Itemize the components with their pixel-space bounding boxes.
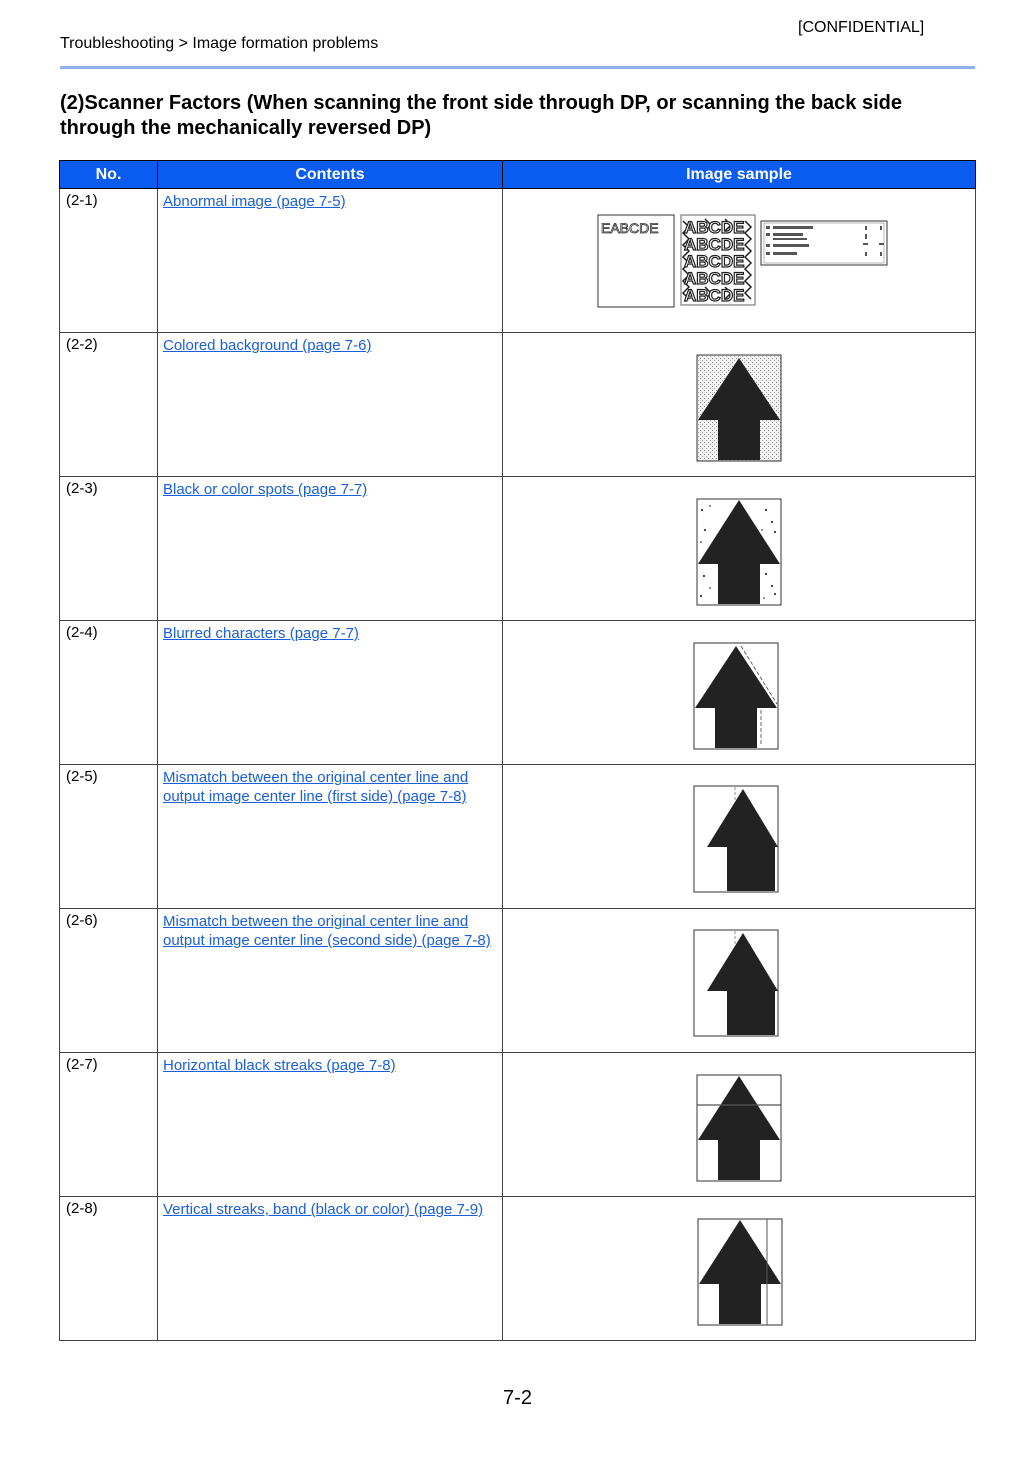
blurred-characters-sample [693,642,779,751]
image-sample-cell [503,909,976,1053]
spots-sample [696,498,782,607]
sample-text-abcde: ABCDE [684,218,745,237]
sample-text-abcde: ABCDE [684,286,745,305]
header-image-sample: Image sample [503,161,976,189]
sample-text-abcde: ABCDE [684,252,745,271]
center-shift-second-sample [693,929,779,1038]
image-sample-cell [503,1197,976,1341]
page-number: 7-2 [503,1387,532,1409]
section-title: (2)Scanner Factors (When scanning the front side through DP, or scanning the back side through the mechanically reversed DP) [60,92,902,139]
row-number: (2-5) [60,765,158,909]
colored-background-sample [696,354,782,463]
image-sample-cell [503,1053,976,1197]
confidential-label: [CONFIDENTIAL] [798,19,925,36]
contents-link[interactable]: Black or color spots (page 7-7) [163,481,368,498]
contents-link[interactable]: Mismatch between the original center line and output image center line (second side) (page 7-8) [163,913,491,949]
contents-link[interactable]: Horizontal black streaks (page 7-8) [163,1057,396,1074]
row-number: (2-1) [60,189,158,333]
image-sample-cell [503,765,976,909]
header-contents: Contents [158,161,503,189]
row-number: (2-6) [60,909,158,1053]
sample-text-abcde: EABCDE [601,220,659,236]
image-sample-cell [503,189,976,333]
row-number: (2-3) [60,477,158,621]
vertical-streaks-sample [697,1218,783,1327]
image-sample-cell [503,621,976,765]
table-row [60,189,976,333]
row-number: (2-2) [60,333,158,477]
image-sample-cell [503,477,976,621]
sample-text-abcde: ABCDE [684,235,745,254]
row-number: (2-8) [60,1197,158,1341]
contents-link[interactable]: Blurred characters (page 7-7) [163,625,359,642]
center-shift-first-sample [693,785,779,894]
row-number: (2-7) [60,1053,158,1197]
table-row [60,909,976,1053]
table-row [60,333,976,477]
contents-link[interactable]: Colored background (page 7-6) [163,337,372,354]
contents-link[interactable]: Abnormal image (page 7-5) [163,193,346,210]
sample-text-abcde: ABCDE [684,269,745,288]
row-number: (2-4) [60,621,158,765]
horizontal-streaks-sample [696,1074,782,1183]
table-row [60,1197,976,1341]
table-header-row [60,161,976,189]
table-row [60,765,976,909]
contents-link[interactable]: Mismatch between the original center line and output image center line (first side) (page 7-8) [163,769,469,805]
header-no: No. [60,161,158,189]
contents-link[interactable]: Vertical streaks, band (black or color) (page 7-9) [163,1201,484,1218]
table-row [60,477,976,621]
header-rule [60,66,975,69]
abnormal-image-sample [597,213,893,309]
table-row [60,621,976,765]
breadcrumb: Troubleshooting > Image formation problems [60,35,379,52]
troubleshooting-table [59,160,976,1341]
table-row [60,1053,976,1197]
image-sample-cell [503,333,976,477]
